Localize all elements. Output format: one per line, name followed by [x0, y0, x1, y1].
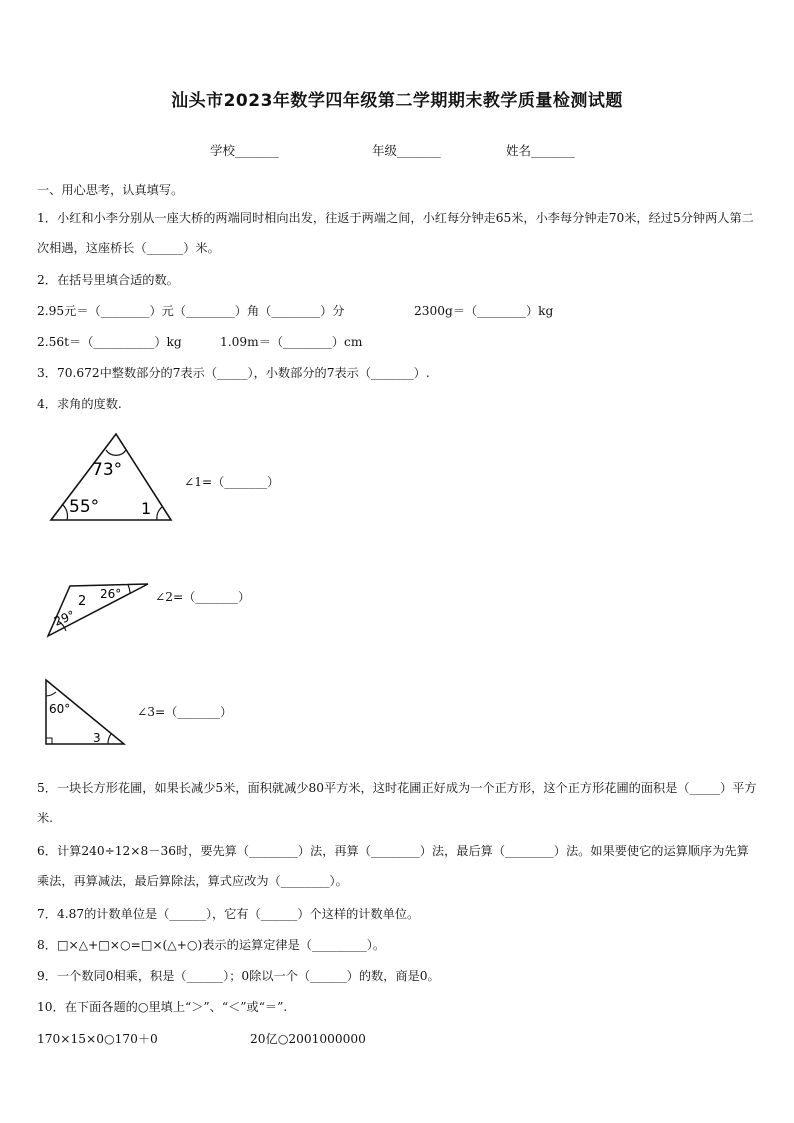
question-2-line1b: 2300g＝（________）kg: [414, 304, 554, 318]
question-2-line1a: 2.95元＝（________）元（________）角（________）分: [37, 304, 345, 318]
school-field: 学校_______: [210, 143, 279, 158]
question-7: 7．4.87的计数单位是（______），它有（______）个这样的计数单位。: [37, 907, 420, 921]
fig3-angle-60: 60°: [49, 702, 71, 716]
question-2-line2a: 2.56t＝（__________）kg: [37, 335, 182, 349]
question-3: 3．70.672中整数部分的7表示（_____），小数部分的7表示（_______）.: [37, 366, 430, 380]
answer-angle-3: ∠3=（_______）: [137, 705, 233, 719]
fig1-angle-top: 73°: [92, 460, 123, 480]
answer-angle-2: ∠2=（_______）: [155, 590, 251, 604]
question-5: 5．一块长方形花圃，如果长减少5米，面积就减少80平方米，这时花圃正好成为一个正方形，这个正方形花圃的面积是（_____）平方米.: [37, 781, 757, 825]
section-heading: 一、用心思考，认真填写。: [37, 183, 184, 197]
question-2-line2b: 1.09m＝（________）cm: [220, 335, 363, 349]
fig1-angle-left: 55°: [69, 497, 100, 517]
fig2-angle-29: 29°: [51, 607, 77, 629]
answer-angle-1: ∠1=（_______）: [184, 475, 280, 489]
question-6: 6．计算240÷12×8－36时，要先算（________）法，再算（________）法，最后算（________）法。如果要使它的运算顺序为先算乘法，再算减法，最后算除法，算式应改为（________）。: [37, 844, 749, 888]
fig2-angle-26: 26°: [100, 587, 122, 601]
fig3-angle-3: 3: [93, 731, 101, 745]
fig1-angle-right: 1: [141, 499, 152, 518]
question-9: 9．一个数同0相乘，积是（______）；0除以一个（______）的数，商是0。: [37, 969, 440, 983]
triangle-figure-2: [40, 578, 155, 646]
question-8: 8．□×△+□×○=□×(△+○)表示的运算定律是（_________）。: [37, 938, 386, 952]
question-10-a: 170×15×0○170＋0: [37, 1032, 158, 1046]
question-10-prompt: 10．在下面各题的○里填上“＞”、“＜”或“＝”.: [37, 1000, 288, 1014]
triangle-figure-1: [45, 430, 180, 530]
triangle-figure-3: [40, 676, 130, 752]
page-title: 汕头市2023年数学四年级第二学期期末教学质量检测试题: [171, 91, 623, 111]
question-2-prompt: 2．在括号里填合适的数。: [37, 273, 179, 287]
question-10-b: 20亿○2001000000: [250, 1032, 366, 1046]
name-field: 姓名_______: [506, 143, 575, 158]
grade-field: 年级_______: [372, 143, 441, 158]
question-1: 1．小红和小李分别从一座大桥的两端同时相向出发，往返于两端之间，小红每分钟走65米，小李每分钟走70米，经过5分钟两人第二次相遇，这座桥长（______）米。: [37, 211, 754, 255]
fig2-angle-2: 2: [78, 594, 87, 609]
question-4-prompt: 4．求角的度数.: [37, 397, 122, 411]
